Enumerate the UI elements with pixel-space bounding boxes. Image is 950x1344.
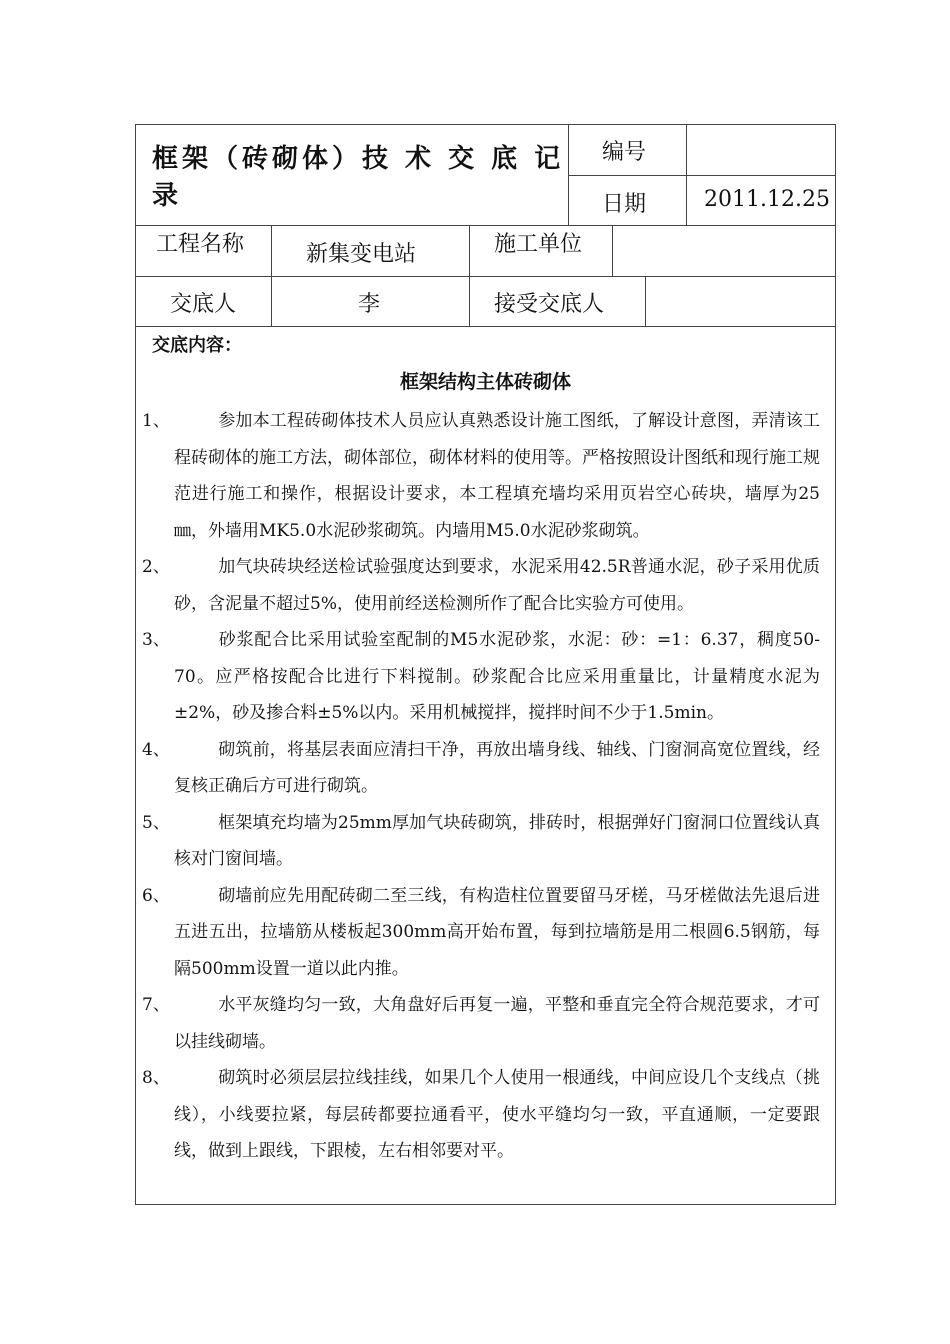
item-text: 砌筑前，将基层表面应清扫干净，再放出墙身线、轴线、门窗洞高宽位置线，经复核正确后方可进行砌筑。 <box>174 739 820 796</box>
item-text: 砌墙前应先用配砖砌二至三线，有构造柱位置要留马牙槎，马牙槎做法先退后进五进五出，拉墙筋从楼板起300mm高开始布置，每到拉墙筋是用二根圆6.5钢筋，每隔500mm设置一道以此内推。 <box>174 885 820 979</box>
briefing-giver-label: 交底人 <box>170 292 237 317</box>
item-text: 砂浆配合比采用试验室配制的M5水泥砂浆，水泥：砂：=1：6.37，稠度50-70。应严格按配合比进行下料搅制。砂浆配合比应采用重量比，计量精度水泥为±2%，砂及掺合料±5%以内。采用机械搅拌，搅拌时间不少于1.5min。 <box>174 630 820 723</box>
project-name-value: 新集变电站 <box>306 242 417 267</box>
date-value: 2011.12.25 <box>704 187 830 212</box>
item-number: 5、 <box>142 812 170 833</box>
briefing-giver-value: 李 <box>358 292 381 317</box>
divider <box>568 175 835 176</box>
item-text: 加气块砖块经送检试验强度达到要求，水泥采用42.5R普通水泥，砂子采用优质砂，含泥量不超过5%，使用前经送检测所作了配合比实验方可使用。 <box>174 557 820 614</box>
briefing-receiver-label: 接受交底人 <box>494 292 605 317</box>
construction-unit-label: 施工单位 <box>494 232 583 257</box>
list-item <box>142 732 820 805</box>
technical-briefing-record <box>135 124 836 1205</box>
list-item <box>142 622 820 732</box>
divider <box>612 225 613 276</box>
item-number: 8、 <box>142 1068 170 1088</box>
item-number: 4、 <box>142 739 170 760</box>
item-text: 砌筑时必须层层拉线挂线，如果几个人使用一根通线，中间应设几个支线点（挑线），小线要拉紧，每层砖都要拉通看平，使水平缝均匀一致，平直通顺，一定要跟线，做到上跟线，下跟棱，左右相邻要对平。 <box>174 1068 820 1161</box>
list-item <box>142 1060 820 1170</box>
item-number: 2、 <box>142 557 170 577</box>
divider <box>645 276 646 326</box>
list-item <box>142 878 820 988</box>
divider <box>136 326 835 327</box>
list-item <box>142 403 820 549</box>
item-list <box>142 403 820 1170</box>
content-subtitle: 框架结构主体砖砌体 <box>399 371 571 393</box>
list-item <box>142 805 820 878</box>
divider <box>136 225 835 226</box>
list-item <box>142 987 820 1060</box>
document-title: 框架（砖砌体）技 术 交 底 记 录 <box>152 144 565 211</box>
project-name-label: 工程名称 <box>156 232 245 257</box>
number-label: 编号 <box>602 140 647 165</box>
item-number: 6、 <box>142 885 170 906</box>
item-text: 参加本工程砖砌体技术人员应认真熟悉设计施工图纸，了解设计意图，弄清该工程砖砌体的施工方法，砌体部位，砌体材料的使用等。严格按照设计图纸和现行施工规范进行施工和操作，根据设计要求，本工程填充墙均采用页岩空心砖块，墙厚为25㎜，外墙用MK5.0水泥砂浆砌筑。内墙用M5.0水泥砂浆砌筑。 <box>174 411 820 541</box>
item-number: 1、 <box>142 411 170 431</box>
divider <box>136 276 835 277</box>
content-caption: 交底内容： <box>152 335 242 356</box>
item-text: 框架填充均墙为25mm厚加气块砖砌筑，排砖时，根据弹好门窗洞口位置线认真核对门窗间墙。 <box>174 812 820 869</box>
divider <box>271 225 272 326</box>
item-text: 水平灰缝均匀一致，大角盘好后再复一遍，平整和垂直完全符合规范要求，才可以挂线砌墙。 <box>174 995 820 1052</box>
date-label: 日期 <box>602 192 647 217</box>
item-number: 7、 <box>142 995 170 1015</box>
list-item <box>142 549 820 622</box>
divider <box>469 225 470 326</box>
item-number: 3、 <box>142 630 170 650</box>
